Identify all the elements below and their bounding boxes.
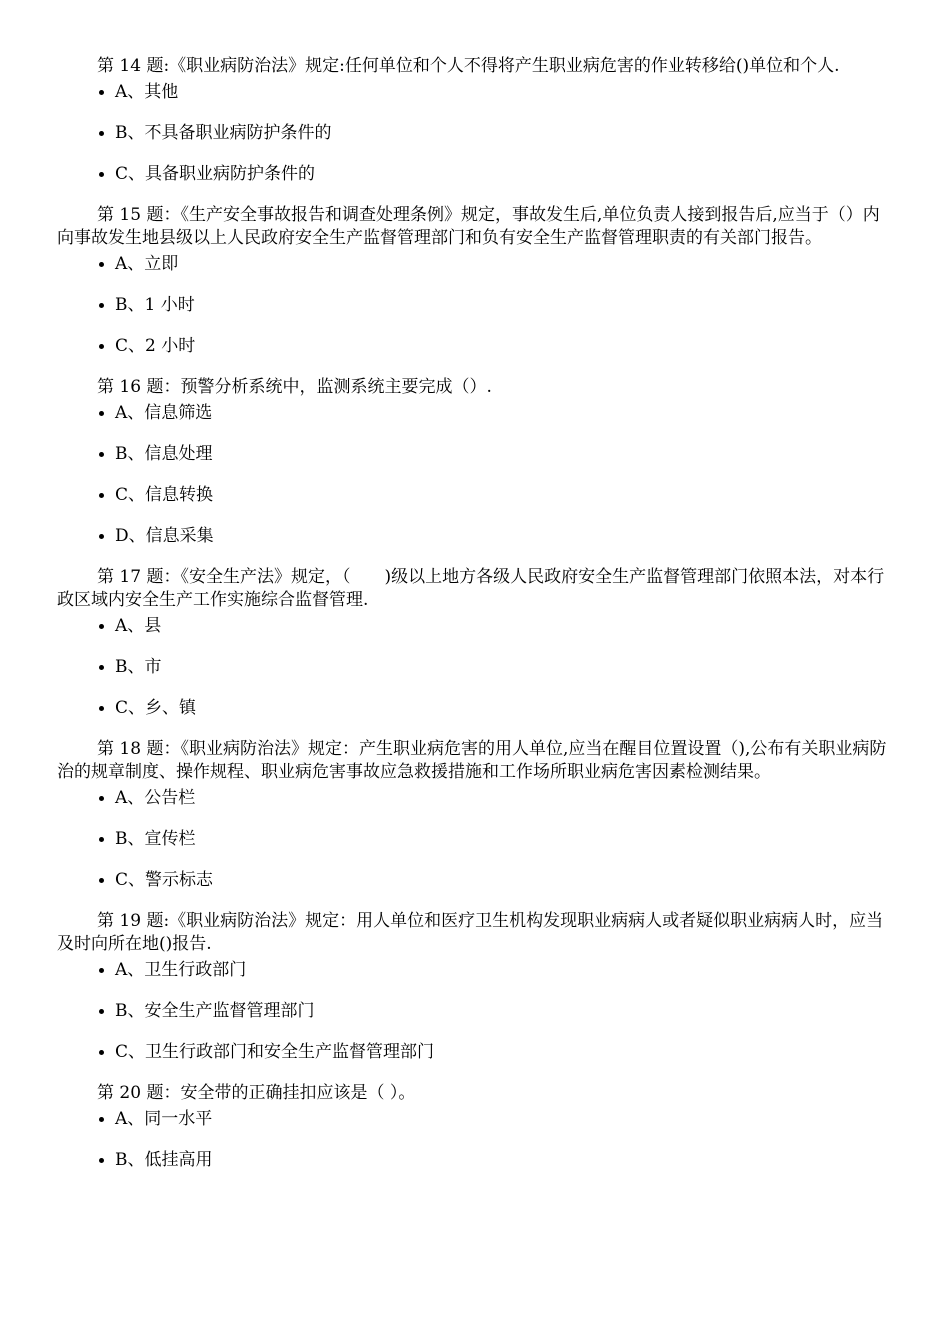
option-item: B、宣传栏	[57, 828, 893, 851]
question-15	[57, 204, 893, 358]
option-item: C、信息转换	[57, 484, 893, 507]
question-stem: 第 18 题：《职业病防治法》规定：产生职业病危害的用人单位,应当在醒目位置设置（),公布有关职业病防治的规章制度、操作规程、职业病危害事故应急救援措施和工作场所职业病危害因素检测结果。	[57, 739, 887, 782]
option-list	[57, 615, 893, 720]
question-stem: 第 19 题:《职业病防治法》规定：用人单位和医疗卫生机构发现职业病病人或者疑似职业病病人时，应当及时向所在地()报告.	[57, 911, 884, 954]
question-stem: 第 20 题：安全带的正确挂扣应该是（ ）。	[97, 1083, 416, 1103]
option-item: A、卫生行政部门	[57, 959, 893, 982]
question-18	[57, 738, 893, 892]
question-14	[57, 55, 893, 186]
option-item: C、2 小时	[57, 335, 893, 358]
option-item: B、1 小时	[57, 294, 893, 317]
option-list	[57, 81, 893, 186]
option-list	[57, 1108, 893, 1172]
option-item: B、安全生产监督管理部门	[57, 1000, 893, 1023]
question-stem: 第 14 题:《职业病防治法》规定:任何单位和个人不得将产生职业病危害的作业转移给()单位和个人.	[97, 56, 840, 76]
option-item: A、公告栏	[57, 787, 893, 810]
question-20	[57, 1082, 893, 1172]
option-list	[57, 959, 893, 1064]
option-item: C、警示标志	[57, 869, 893, 892]
option-list	[57, 253, 893, 358]
option-item: A、立即	[57, 253, 893, 276]
option-item: D、信息采集	[57, 525, 893, 548]
option-item: A、县	[57, 615, 893, 638]
question-stem: 第 16 题：预警分析系统中，监测系统主要完成（）.	[97, 377, 492, 397]
question-stem: 第 17 题：《安全生产法》规定，（ )级以上地方各级人民政府安全生产监督管理部门依照本法，对本行政区域内安全生产工作实施综合监督管理.	[57, 567, 885, 610]
option-list	[57, 787, 893, 892]
option-item: A、信息筛选	[57, 402, 893, 425]
question-19	[57, 910, 893, 1064]
question-16	[57, 376, 893, 548]
option-item: C、乡、镇	[57, 697, 893, 720]
option-item: B、市	[57, 656, 893, 679]
question-stem: 第 15 题：《生产安全事故报告和调查处理条例》规定，事故发生后,单位负责人接到报告后,应当于（）内向事故发生地县级以上人民政府安全生产监督管理部门和负有安全生产监督管理职责的有关部门报告。	[57, 205, 880, 248]
option-list	[57, 402, 893, 548]
option-item: C、卫生行政部门和安全生产监督管理部门	[57, 1041, 893, 1064]
option-item: A、同一水平	[57, 1108, 893, 1131]
option-item: C、具备职业病防护条件的	[57, 163, 893, 186]
question-17	[57, 566, 893, 720]
option-item: B、不具备职业病防护条件的	[57, 122, 893, 145]
option-item: B、信息处理	[57, 443, 893, 466]
document-page	[0, 55, 950, 1190]
option-item: A、其他	[57, 81, 893, 104]
option-item: B、低挂高用	[57, 1149, 893, 1172]
